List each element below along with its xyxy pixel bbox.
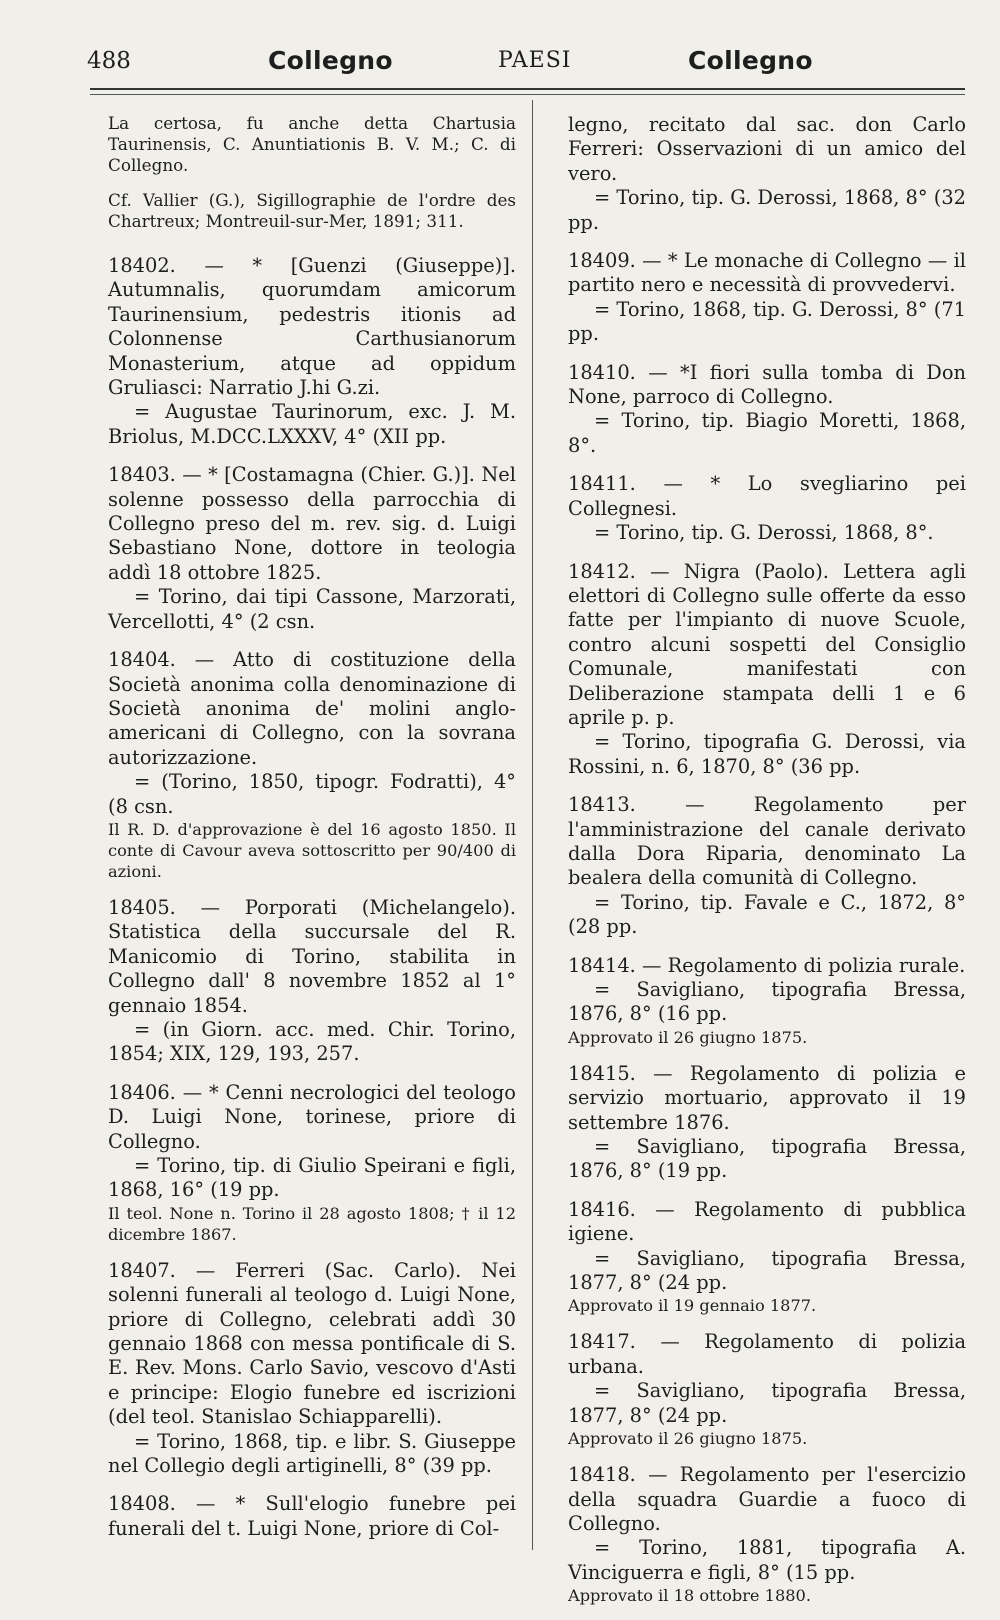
entry-18408-continued bbox=[568, 113, 966, 235]
entry-imprint: = Torino, tip. Biagio Moretti, 1868, 8°. bbox=[568, 409, 966, 457]
entry-imprint: = (in Giorn. acc. med. Chir. Torino, 1854; XIX, 129, 193, 257. bbox=[108, 1017, 516, 1066]
entry-note: Il teol. None n. Torino il 28 agosto 1808; † il 12 dicembre 1867. bbox=[108, 1203, 516, 1244]
entry-imprint: = Savigliano, tipografia Bressa, 1877, 8° (24 pp. bbox=[568, 1379, 966, 1427]
entry-text: 18403. — * [Costamagna (Chier. G.)]. Nel solenne possesso della parrocchia di Collegno preso del m. rev. sig. d. Luigi Sebastiano None, dottore in teologia addì 18 ottobre 1825. bbox=[108, 463, 516, 584]
entry-imprint: = Torino, tipografia G. Derossi, via Rossini, n. 6, 1870, 8° (36 pp. bbox=[568, 730, 966, 778]
header-center-title: PAESI bbox=[498, 48, 572, 73]
entry-18409 bbox=[568, 249, 966, 347]
entry-note: Approvato il 26 giugno 1875. bbox=[568, 1027, 808, 1047]
entry-imprint: = Savigliano, tipografia Bressa, 1877, 8° (24 pp. bbox=[568, 1246, 966, 1295]
intro-reference: Cf. Vallier (G.), Sigillographie de l'ordre des Chartreux; Montreuil-sur-Mer, 1891; 311. bbox=[108, 190, 516, 231]
entry-text: 18412. — Nigra (Paolo). Lettera agli elettori di Collegno sulle offerte da esso fatte per l'impianto di nuove Scuole, contro alcuni sospetti del Consiglio Comunale, manifestati con Deliberazione stampata delli 1 e 6 aprile p. p. bbox=[568, 559, 966, 729]
entry-note: Approvato il 26 giugno 1875. bbox=[568, 1429, 808, 1449]
entry-text: 18405. — Porporati (Michelangelo). Statistica della succursale del R. Manicomio di Torino, stabilita in Collegno dall' 8 novembre 1852 al 1° gennaio 1854. bbox=[108, 895, 516, 1017]
entry-18408 bbox=[108, 1492, 516, 1541]
entry-18402 bbox=[108, 254, 516, 449]
entry-note: Approvato il 18 ottobre 1880. bbox=[568, 1586, 812, 1606]
entry-18407 bbox=[108, 1259, 516, 1479]
entry-18414 bbox=[568, 954, 966, 1048]
entry-note: Il R. D. d'approvazione è del 16 agosto 1850. Il conte di Cavour aveva sottoscritto per 90/400 di azioni. bbox=[108, 819, 516, 881]
entry-18404 bbox=[108, 648, 516, 882]
entry-imprint: = Torino, 1868, tip. G. Derossi, 8° (71 pp. bbox=[568, 297, 966, 346]
intro-note: La certosa, fu anche detta Chartusia Taurinensis, C. Anuntiationis B. V. M.; C. di Collegno. bbox=[108, 113, 516, 175]
entry-text: 18409. — * Le monache di Collegno — il partito nero e necessità di provvedervi. bbox=[568, 249, 966, 297]
entry-imprint: = Savigliano, tipografia Bressa, 1876, 8° (16 pp. bbox=[568, 978, 966, 1026]
entry-imprint: = Torino, tip. Favale e C., 1872, 8° (28 pp. bbox=[568, 890, 966, 939]
entry-imprint: = Torino, tip. G. Derossi, 1868, 8°. bbox=[594, 521, 934, 545]
column-divider bbox=[532, 100, 533, 1550]
entry-text: 18407. — Ferreri (Sac. Carlo). Nei solenni funerali al teologo d. Luigi None, priore di Collegno, celebrati addì 30 gennaio 1868 con messa pontificale di S. E. Rev. Mons. Carlo Savio, vescovo d'Asti e principe: Elogio funebre ed iscrizioni (del teol. Stanislao Schiapparelli). bbox=[108, 1258, 516, 1429]
entry-imprint: = Augustae Taurinorum, exc. J. M. Briolus, M.DCC.LXXXV, 4° (XII pp. bbox=[108, 400, 516, 448]
entry-text: 18416. — Regolamento di pubblica igiene. bbox=[568, 1197, 966, 1246]
entry-imprint: = Torino, 1868, tip. e libr. S. Giuseppe nel Collegio degli artiginelli, 8° (39 pp. bbox=[108, 1429, 516, 1478]
entry-18412 bbox=[568, 560, 966, 780]
entry-18415 bbox=[568, 1062, 966, 1184]
entry-note: Approvato il 19 gennaio 1877. bbox=[568, 1296, 817, 1316]
entry-18403 bbox=[108, 463, 516, 634]
entry-text: 18415. — Regolamento di polizia e servizio mortuario, approvato il 19 settembre 1876. bbox=[568, 1061, 966, 1134]
entry-18406 bbox=[108, 1081, 516, 1245]
entry-18405 bbox=[108, 896, 516, 1067]
entry-imprint: = Torino, tip. di Giulio Speirani e figli, 1868, 16° (19 pp. bbox=[108, 1154, 516, 1202]
entry-text: 18410. — *I fiori sulla tomba di Don None, parroco di Collegno. bbox=[568, 360, 966, 409]
entry-18417 bbox=[568, 1330, 966, 1449]
right-column bbox=[568, 113, 966, 1620]
entry-text: 18418. — Regolamento per l'esercizio della squadra Guardie a fuoco di Collegno. bbox=[568, 1463, 966, 1535]
entry-imprint: = Savigliano, tipografia Bressa, 1876, 8° (19 pp. bbox=[568, 1135, 966, 1183]
entry-text: legno, recitato dal sac. don Carlo Ferreri: Osservazioni di un amico del vero. bbox=[568, 113, 966, 185]
entry-text: 18408. — * Sull'elogio funebre pei funerali del t. Luigi None, priore di Col- bbox=[108, 1492, 516, 1540]
entry-18410 bbox=[568, 361, 966, 459]
entry-18418 bbox=[568, 1463, 966, 1606]
entry-imprint: = (Torino, 1850, tipogr. Fodratti), 4° (8 csn. bbox=[108, 770, 516, 818]
entry-text: 18406. — * Cenni necrologici del teologo D. Luigi None, torinese, priore di Collegno. bbox=[108, 1080, 516, 1153]
header-right-title: Collegno bbox=[688, 46, 813, 75]
running-header bbox=[0, 48, 1000, 88]
entry-imprint: = Torino, tip. G. Derossi, 1868, 8° (32 pp. bbox=[568, 186, 966, 234]
entry-18416 bbox=[568, 1198, 966, 1317]
entry-text: 18402. — * [Guenzi (Giuseppe)]. Autumnalis, quorumdam amicorum Taurinensium, pedestris itionis ad Colonnense Carthusianorum Monasterium, atque ad oppidum Gruliasci: Narratio J.hi G.zi. bbox=[108, 254, 516, 400]
entry-imprint: = Torino, 1881, tipografia A. Vinciguerra e figli, 8° (15 pp. bbox=[568, 1536, 966, 1584]
left-column bbox=[108, 113, 516, 1555]
page-number: 488 bbox=[87, 48, 131, 74]
entry-text: 18414. — Regolamento di polizia rurale. bbox=[568, 953, 966, 977]
entry-text: 18417. — Regolamento di polizia urbana. bbox=[568, 1330, 966, 1378]
entry-imprint: = Torino, dai tipi Cassone, Marzorati, Vercellotti, 4° (2 csn. bbox=[108, 585, 516, 633]
entry-18411 bbox=[568, 472, 966, 545]
header-left-title: Collegno bbox=[268, 46, 393, 75]
header-rule-thick bbox=[90, 88, 965, 90]
entry-18413 bbox=[568, 793, 966, 939]
header-rule-thin bbox=[90, 94, 965, 95]
entry-text: 18404. — Atto di costituzione della Società anonima colla denominazione di Società anonima de' molini anglo-americani di Collegno, con la sovrana autorizzazione. bbox=[108, 648, 516, 769]
entry-text: 18413. — Regolamento per l'amministrazione del canale derivato dalla Dora Riparia, denominato La bealera della comunità di Collegno. bbox=[568, 793, 966, 890]
entry-text: 18411. — * Lo svegliarino pei Collegnesi. bbox=[568, 472, 966, 520]
